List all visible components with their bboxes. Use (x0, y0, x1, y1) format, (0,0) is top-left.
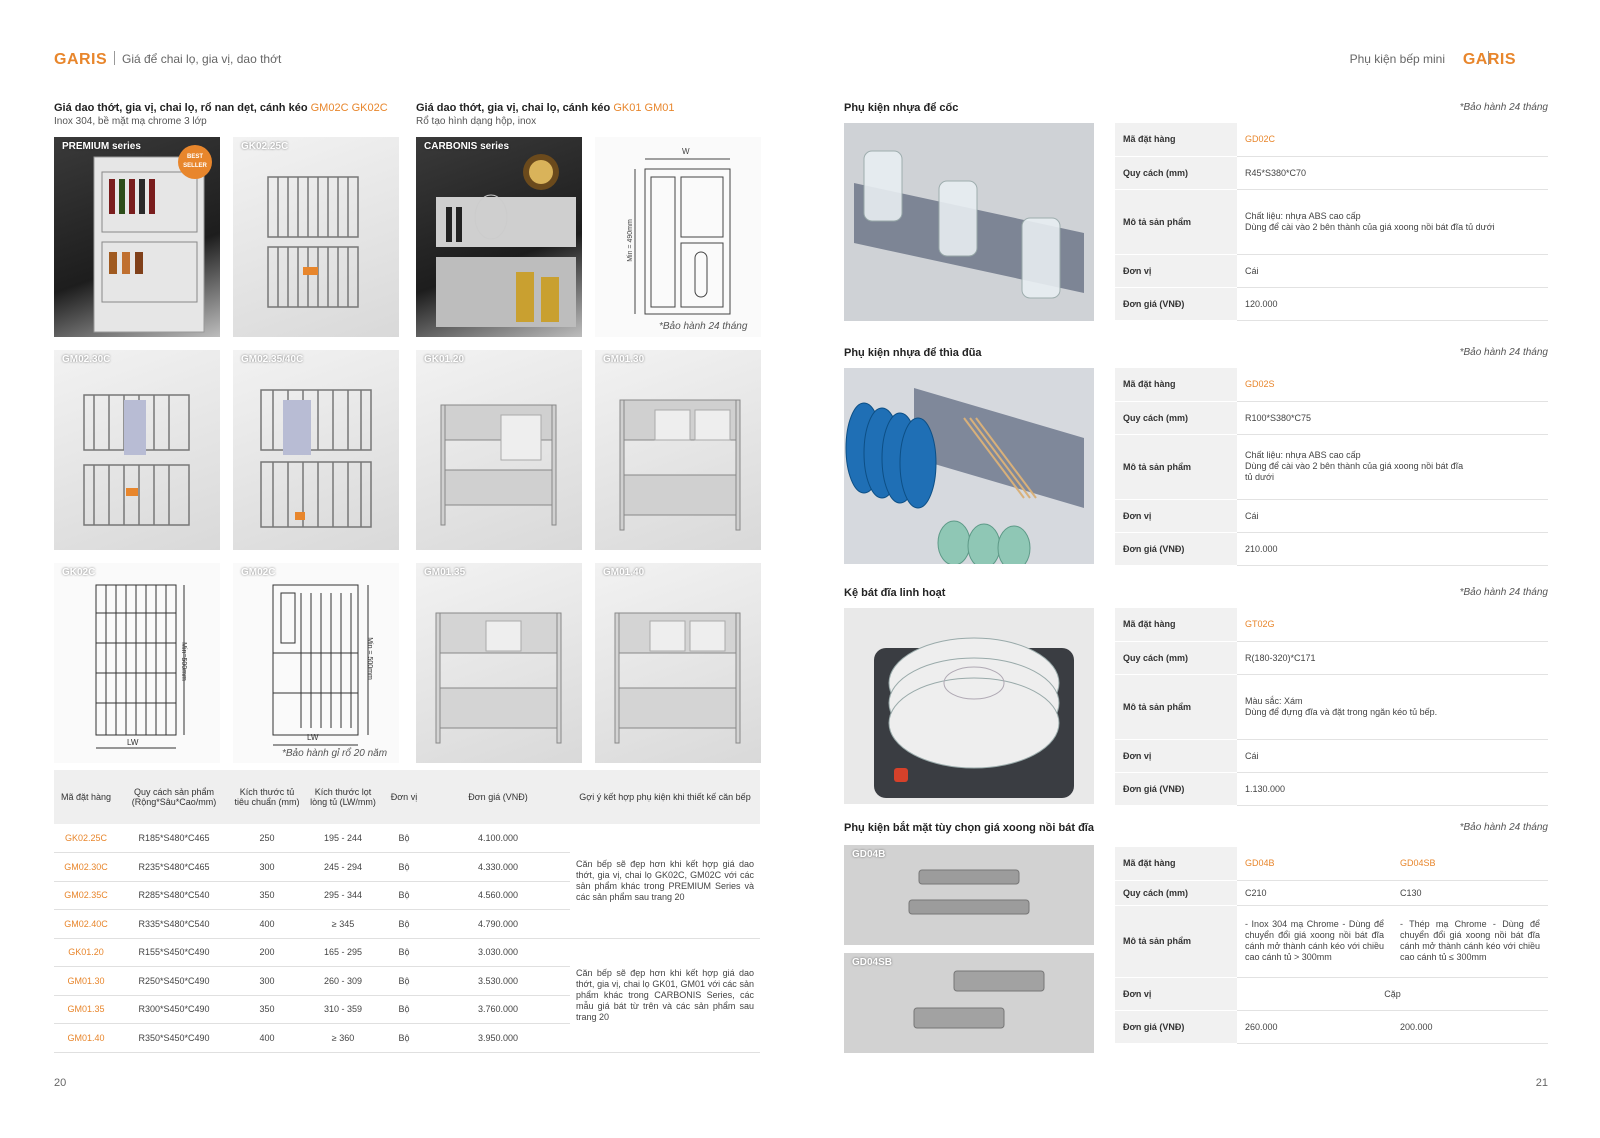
spec-row (1115, 401, 1548, 434)
section-codes: GM02C GK02C (310, 102, 388, 114)
cell-size: R250*S450*C490 (118, 967, 230, 996)
cell-code: GM02.40C (54, 910, 118, 939)
wire-basket-illustration (54, 350, 220, 550)
spec-label: Đơn giá (VNĐ) (1115, 532, 1237, 565)
warranty-note: *Bảo hành 24 tháng (1459, 822, 1548, 833)
spec-description: - Thép mạ Chrome - Dùng để chuyển đổi giá xoong nồi bát đĩa cánh mở thành cánh kéo với chiều cao cánh tủ ≤ 300mm (1392, 905, 1548, 977)
spec-value: Cặp (1237, 977, 1548, 1010)
spec-value: C130 (1392, 880, 1548, 905)
cell-price: 3.530.000 (426, 967, 570, 996)
spec-value: GD04SB (1392, 847, 1548, 880)
right-page-subtitle: Phụ kiện bếp mini (1349, 52, 1445, 66)
dimension-label: Min = 500mm (365, 637, 373, 680)
col-header: Mã đặt hàng (54, 770, 118, 824)
spec-label: Mã đặt hàng (1115, 123, 1237, 156)
spec-row (1115, 772, 1548, 805)
spec-row (1115, 608, 1548, 641)
cell-size: R285*S480*C540 (118, 881, 230, 910)
left-page-subtitle: Giá để chai lọ, gia vị, dao thớt (122, 52, 282, 66)
page-number-right: 21 (1535, 1077, 1548, 1089)
spec-description (1237, 434, 1548, 499)
spec-description: - Inox 304 mạ Chrome - Dùng để chuyển đổi giá xoong nồi bát đĩa cánh mở thành cánh kéo với chiều cao cánh tủ > 300mm (1237, 905, 1392, 977)
product-image-gm0235-40c (233, 350, 399, 550)
product-title: Phụ kiện nhựa để cốc (844, 102, 959, 114)
spec-value: GD02S (1237, 368, 1548, 401)
cell-unit: Bộ (382, 967, 426, 996)
cell-code: GK02.25C (54, 824, 118, 853)
bracket-illustration (844, 953, 1094, 1053)
spec-description (1237, 189, 1548, 254)
spec-value: Cái (1237, 499, 1548, 532)
product-image-gm0135 (416, 563, 582, 763)
product-title: Kệ bát đĩa linh hoạt (844, 587, 946, 599)
desc-line: Dùng để cài vào 2 bên thành của giá xoong nồi bát đĩa tủ dưới (1245, 221, 1495, 232)
cell-code: GM01.35 (54, 995, 118, 1024)
brand-logo-left: GARIS (54, 51, 108, 68)
cell-std: 300 (230, 967, 304, 996)
wire-basket-illustration (233, 137, 399, 337)
spec-label: Mô tả sản phẩm (1115, 674, 1237, 739)
cell-lw: 195 - 244 (304, 824, 382, 853)
cell-lw: 165 - 295 (304, 938, 382, 967)
cell-code: GM01.30 (54, 967, 118, 996)
spec-value: Cái (1237, 739, 1548, 772)
cell-size: R155*S450*C490 (118, 938, 230, 967)
warranty-note: *Bảo hành 24 tháng (1459, 587, 1548, 598)
spec-value: C210 (1237, 880, 1392, 905)
product-image-gk0120 (416, 350, 582, 550)
warranty-note: *Bảo hành gỉ rổ 20 năm (282, 748, 388, 759)
section-title-text: Giá dao thớt, gia vị, chai lọ, rổ nan dẹt, cánh kéo (54, 102, 308, 114)
cell-price: 3.760.000 (426, 995, 570, 1024)
cell-unit: Bộ (382, 938, 426, 967)
spec-row (1115, 977, 1548, 1010)
spec-label: Quy cách (mm) (1115, 156, 1237, 189)
spec-value: 260.000 (1237, 1010, 1392, 1043)
spec-row (1115, 156, 1548, 189)
spec-table-gd04 (1115, 847, 1548, 1044)
spec-row (1115, 674, 1548, 739)
product-code-label: GM01.35 (424, 567, 466, 578)
series-label: CARBONIS series (424, 141, 510, 152)
spec-row (1115, 641, 1548, 674)
col-header: Đơn vị (382, 770, 426, 824)
spec-label: Đơn giá (VNĐ) (1115, 1010, 1237, 1043)
steel-rack-illustration (595, 563, 761, 763)
product-code-label: GM02.35/40C (241, 354, 304, 365)
col-header: Quy cách sản phẩm (Rộng*Sâu*Cao/mm) (118, 770, 230, 824)
cell-unit: Bộ (382, 1024, 426, 1053)
spec-row (1115, 532, 1548, 565)
cup-holder-illustration (844, 123, 1094, 321)
product-code-label: GM01.40 (603, 567, 645, 578)
spec-label: Đơn vị (1115, 499, 1237, 532)
cell-std: 400 (230, 910, 304, 939)
cell-price: 4.330.000 (426, 853, 570, 882)
col-header: Kích thước lọt lòng tủ (LW/mm) (304, 770, 382, 824)
cell-lw: 295 - 344 (304, 881, 382, 910)
spec-row (1115, 880, 1548, 905)
product-image-gm0140 (595, 563, 761, 763)
cell-std: 250 (230, 824, 304, 853)
product-code-label: GM02.30C (62, 354, 111, 365)
cell-price: 4.560.000 (426, 881, 570, 910)
spec-label: Đơn vị (1115, 977, 1237, 1010)
spec-row (1115, 499, 1548, 532)
product-image-gd02s (844, 368, 1094, 564)
section-title-text: Giá dao thớt, gia vị, chai lọ, cánh kéo (416, 102, 611, 114)
product-image-gd04b (844, 845, 1094, 945)
spec-row (1115, 287, 1548, 320)
spec-table-gd02c (1115, 123, 1548, 321)
spec-value: GD02C (1237, 123, 1548, 156)
spec-label: Đơn giá (VNĐ) (1115, 287, 1237, 320)
best-seller-badge: BEST SELLER (178, 145, 212, 179)
table-row (54, 938, 760, 967)
product-image-gm0230c (54, 350, 220, 550)
product-image-gd04sb (844, 953, 1094, 1053)
product-image-gm0130 (595, 350, 761, 550)
product-code-label: GK02C (62, 567, 96, 578)
cell-lw: ≥ 345 (304, 910, 382, 939)
product-code-label: GD04B (852, 849, 886, 860)
section-title-gk01 (416, 102, 674, 114)
plate-rack-illustration (844, 608, 1094, 804)
spec-label: Quy cách (mm) (1115, 401, 1237, 434)
desc-line: Dùng để đựng đĩa và đặt trong ngăn kéo tủ bếp. (1245, 706, 1438, 717)
spec-row (1115, 1010, 1548, 1043)
spec-value: Cái (1237, 254, 1548, 287)
spec-value: R(180-320)*C171 (1237, 641, 1548, 674)
warranty-note: *Bảo hành 24 tháng (659, 321, 748, 332)
cell-size: R235*S480*C465 (118, 853, 230, 882)
cell-std: 300 (230, 853, 304, 882)
technical-drawing-gm02c (233, 563, 399, 763)
product-code-label: GK01.20 (424, 354, 465, 365)
spec-value: R45*S380*C70 (1237, 156, 1548, 189)
cell-lw: 260 - 309 (304, 967, 382, 996)
desc-line: Dùng để cài vào 2 bên thành của giá xoong nồi bát đĩa (1245, 461, 1464, 471)
cell-size: R335*S480*C540 (118, 910, 230, 939)
product-title: Phụ kiện nhựa để thìa đũa (844, 347, 982, 359)
header-divider (114, 51, 115, 65)
product-code-label: GD04SB (852, 957, 893, 968)
table-row (54, 824, 760, 853)
dimension-label: Min = 490mm (626, 219, 634, 262)
spec-label: Mã đặt hàng (1115, 608, 1237, 641)
spec-row (1115, 123, 1548, 156)
cell-std: 350 (230, 995, 304, 1024)
technical-drawing-gk02c (54, 563, 220, 763)
product-code-label: GK02.25C (241, 141, 289, 152)
product-price-table (54, 770, 760, 1053)
product-code-label: GM02C (241, 567, 276, 578)
cell-price: 4.100.000 (426, 824, 570, 853)
dimension-label: LW (307, 733, 319, 742)
spec-value: 200.000 (1392, 1010, 1548, 1043)
spec-label: Quy cách (mm) (1115, 880, 1237, 905)
spec-row (1115, 434, 1548, 499)
section-subtitle: Inox 304, bề mặt mạ chrome 3 lớp (54, 116, 207, 127)
spec-value: R100*S380*C75 (1237, 401, 1548, 434)
spec-value: 210.000 (1237, 532, 1548, 565)
cell-unit: Bộ (382, 881, 426, 910)
cell-lw: ≥ 360 (304, 1024, 382, 1053)
spec-label: Mô tả sản phẩm (1115, 905, 1237, 977)
spec-label: Mã đặt hàng (1115, 847, 1237, 880)
col-header: Gợi ý kết hợp phụ kiện khi thiết kế căn bếp (570, 770, 760, 824)
utensil-holder-illustration (844, 368, 1094, 564)
cell-lw: 310 - 359 (304, 995, 382, 1024)
spec-label: Mô tả sản phẩm (1115, 189, 1237, 254)
cell-std: 200 (230, 938, 304, 967)
page-number-left: 20 (54, 1077, 67, 1089)
desc-line: tủ dưới (1245, 472, 1274, 482)
bracket-illustration (844, 845, 1094, 945)
cell-code: GK01.20 (54, 938, 118, 967)
spec-row (1115, 905, 1548, 977)
cell-unit: Bộ (382, 853, 426, 882)
spec-value: GT02G (1237, 608, 1548, 641)
dimension-label: LW (127, 738, 139, 747)
spec-row (1115, 254, 1548, 287)
section-codes: GK01 GM01 (613, 102, 675, 114)
cell-size: R300*S450*C490 (118, 995, 230, 1024)
series-label: PREMIUM series (62, 141, 141, 152)
col-header: Đơn giá (VNĐ) (426, 770, 570, 824)
spec-row (1115, 368, 1548, 401)
dimension-label: W (682, 147, 690, 156)
cell-code: GM01.40 (54, 1024, 118, 1053)
section-subtitle: Rổ tạo hình dạng hộp, inox (416, 116, 537, 127)
drawer-illustration (416, 137, 582, 337)
spec-label: Đơn vị (1115, 254, 1237, 287)
cell-std: 400 (230, 1024, 304, 1053)
desc-line: Màu sắc: Xám (1245, 695, 1303, 706)
brand-logo-right: GARIS (1462, 51, 1516, 68)
spec-row (1115, 189, 1548, 254)
steel-rack-illustration (416, 350, 582, 550)
dimension-drawing (54, 563, 220, 763)
spec-label: Đơn vị (1115, 739, 1237, 772)
desc-line: Chất liệu: nhựa ABS cao cấp (1245, 450, 1361, 460)
spec-table-gt02g (1115, 608, 1548, 806)
cell-price: 4.790.000 (426, 910, 570, 939)
product-image-gd02c (844, 123, 1094, 321)
warranty-note: *Bảo hành 24 tháng (1459, 347, 1548, 358)
product-image-carbonis (416, 137, 582, 337)
spec-table-gd02s (1115, 368, 1548, 566)
spec-description (1237, 674, 1548, 739)
cell-code: GM02.30C (54, 853, 118, 882)
section-title-gm02c (54, 102, 388, 114)
spec-label: Mã đặt hàng (1115, 368, 1237, 401)
spec-row (1115, 847, 1548, 880)
dimension-drawing (595, 137, 761, 337)
cell-size: R350*S450*C490 (118, 1024, 230, 1053)
cell-unit: Bộ (382, 910, 426, 939)
spec-label: Quy cách (mm) (1115, 641, 1237, 674)
col-header: Kích thước tủ tiêu chuẩn (mm) (230, 770, 304, 824)
cell-unit: Bộ (382, 824, 426, 853)
product-image-gt02g (844, 608, 1094, 804)
spec-value: 120.000 (1237, 287, 1548, 320)
spec-value: 1.130.000 (1237, 772, 1548, 805)
cell-code: GM02.35C (54, 881, 118, 910)
cell-price: 3.950.000 (426, 1024, 570, 1053)
spec-value: GD04B (1237, 847, 1392, 880)
steel-rack-illustration (416, 563, 582, 763)
cell-price: 3.030.000 (426, 938, 570, 967)
warranty-note: *Bảo hành 24 tháng (1459, 102, 1548, 113)
spec-label: Đơn giá (VNĐ) (1115, 772, 1237, 805)
cell-std: 350 (230, 881, 304, 910)
product-image-premium (54, 137, 220, 337)
wire-basket-illustration (233, 350, 399, 550)
product-image-gk0225c (233, 137, 399, 337)
desc-line: Chất liệu: nhựa ABS cao cấp (1245, 210, 1361, 221)
combo-suggestion-note: Căn bếp sẽ đẹp hơn khi kết hợp giá dao thớt, gia vị, chai lọ GK02C, GM02C với các sản phẩm khác trong PREMIUM Series và các sản phẩm sau trang 20 (570, 824, 760, 938)
spec-row (1115, 739, 1548, 772)
steel-rack-illustration (595, 350, 761, 550)
cell-lw: 245 - 294 (304, 853, 382, 882)
combo-suggestion-note: Căn bếp sẽ đẹp hơn khi kết hợp giá dao thớt, gia vị, chai lọ GK01, GM01 với các sản phẩm khác trong CARBONIS Series, các mẫu giá bát từ trên và các sản phẩm sau trang 20 (570, 938, 760, 1052)
table-header-row (54, 770, 760, 824)
product-title: Phụ kiện bắt mặt tùy chọn giá xoong nồi bát đĩa (844, 822, 1094, 834)
dimension-label: Min=500mm (179, 642, 187, 681)
product-code-label: GM01.30 (603, 354, 645, 365)
spec-label: Mô tả sản phẩm (1115, 434, 1237, 499)
cell-size: R185*S480*C465 (118, 824, 230, 853)
cell-unit: Bộ (382, 995, 426, 1024)
technical-drawing-top (595, 137, 761, 337)
